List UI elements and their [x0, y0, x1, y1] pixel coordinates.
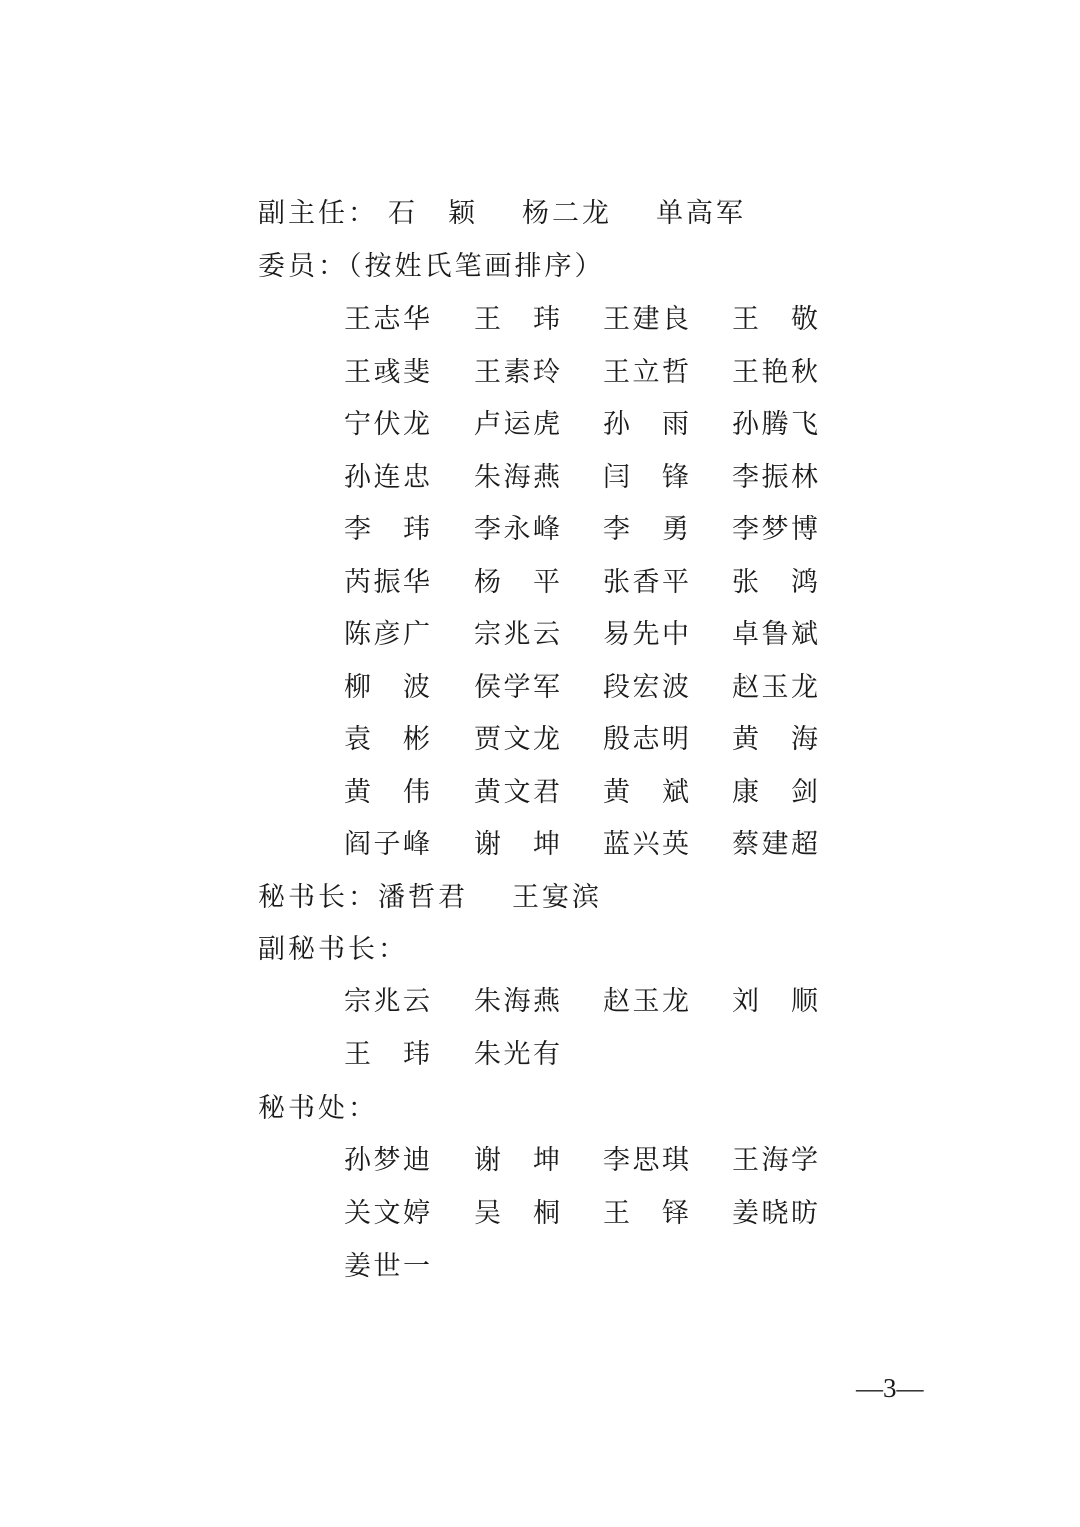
secretary-general-label: 秘书长：: [258, 882, 378, 913]
person-name: 闫 锋: [603, 461, 689, 493]
person-name: 赵 玉 龙: [603, 986, 689, 1017]
person-name: 张 鸿: [732, 566, 818, 598]
person-name: 卓 鲁 斌: [732, 619, 818, 650]
person-name: 黄 斌: [603, 776, 689, 808]
secretary-general-name: 王宴滨: [512, 882, 602, 913]
members-label: 委员：（按姓氏笔画排序）: [258, 251, 605, 282]
person-name: 段 宏 波: [603, 671, 689, 703]
person-name: 孙 梦 迪: [344, 1145, 430, 1176]
person-name: 阎 子 峰: [344, 829, 430, 860]
secretary-general-line: [258, 872, 602, 924]
person-name: 芮 振 华: [344, 566, 430, 598]
person-name: 杨 平: [474, 566, 560, 598]
vice-director-name: 石 颖: [388, 198, 478, 229]
person-name: 贾 文 龙: [474, 724, 560, 755]
person-name: 谢 坤: [474, 1145, 560, 1176]
person-name: 朱 海 燕: [474, 986, 560, 1017]
person-name: 孙 腾 飞: [732, 409, 818, 440]
person-name: 王 玮: [344, 1039, 430, 1070]
person-name: 孙 连 忠: [344, 461, 430, 493]
page-number: —3—: [856, 1373, 924, 1403]
person-name: 孙 雨: [603, 409, 689, 440]
person-name: 柳 波: [344, 671, 430, 703]
person-name: 吴 桐: [474, 1198, 560, 1229]
person-name: 赵 玉 龙: [732, 671, 818, 703]
person-name: 陈 彦 广: [344, 619, 430, 650]
person-name: 宗 兆 云: [344, 986, 430, 1017]
person-name: 李 玮: [344, 514, 430, 545]
person-name: 王 敬: [732, 304, 818, 335]
vice-directors-label: 副主任：: [258, 198, 378, 229]
deputy-secretary-general-heading: [258, 924, 408, 976]
secretariat-label: 秘书处：: [258, 1093, 378, 1124]
person-name: 李 思 琪: [603, 1145, 689, 1176]
person-name: 侯 学 军: [474, 671, 560, 703]
person-name: 宗 兆 云: [474, 619, 560, 650]
person-name: 王 铎: [603, 1198, 689, 1229]
person-name: 袁 彬: [344, 724, 430, 755]
vice-directors-line: [258, 188, 746, 240]
person-name: 王 玮: [474, 304, 560, 335]
members-heading: [258, 241, 605, 293]
person-name: 易 先 中: [603, 619, 689, 650]
person-name: 李 永 峰: [474, 514, 560, 545]
person-name: 黄 海: [732, 724, 818, 755]
person-name: 朱 光 有: [474, 1039, 560, 1070]
person-name: 谢 坤: [474, 829, 560, 860]
person-name: 王 艳 秋: [732, 356, 818, 388]
person-name: 卢 运 虎: [474, 409, 560, 440]
person-name: 王 志 华: [344, 304, 430, 335]
person-name: 朱 海 燕: [474, 461, 560, 493]
person-name: 黄 伟: [344, 776, 430, 808]
secretary-general-name: 潘哲君: [378, 882, 468, 913]
person-name: 黄 文 君: [474, 776, 560, 808]
person-name: 王 海 学: [732, 1145, 818, 1176]
person-name: 关 文 婷: [344, 1198, 430, 1229]
person-name: 刘 顺: [732, 986, 818, 1017]
person-name: 姜 世 一: [344, 1251, 430, 1282]
person-name: 王 彧 斐: [344, 356, 430, 388]
person-name: 李 梦 博: [732, 514, 818, 545]
person-name: 蔡 建 超: [732, 829, 818, 860]
person-name: 宁 伏 龙: [344, 409, 430, 440]
deputy-secretary-general-label: 副秘书长：: [258, 934, 408, 965]
vice-director-name: 单高军: [656, 198, 746, 229]
person-name: 蓝 兴 英: [603, 829, 689, 860]
person-name: 王 建 良: [603, 304, 689, 335]
person-name: 李 振 林: [732, 461, 818, 493]
person-name: 姜 晓 昉: [732, 1198, 818, 1229]
person-name: 王 立 哲: [603, 356, 689, 388]
person-name: 张 香 平: [603, 566, 689, 598]
person-name: 王 素 玲: [474, 356, 560, 388]
person-name: 李 勇: [603, 514, 689, 545]
person-name: 殷 志 明: [603, 724, 689, 755]
person-name: 康 剑: [732, 776, 818, 808]
vice-director-name: 杨二龙: [522, 198, 612, 229]
secretariat-heading: [258, 1083, 378, 1135]
